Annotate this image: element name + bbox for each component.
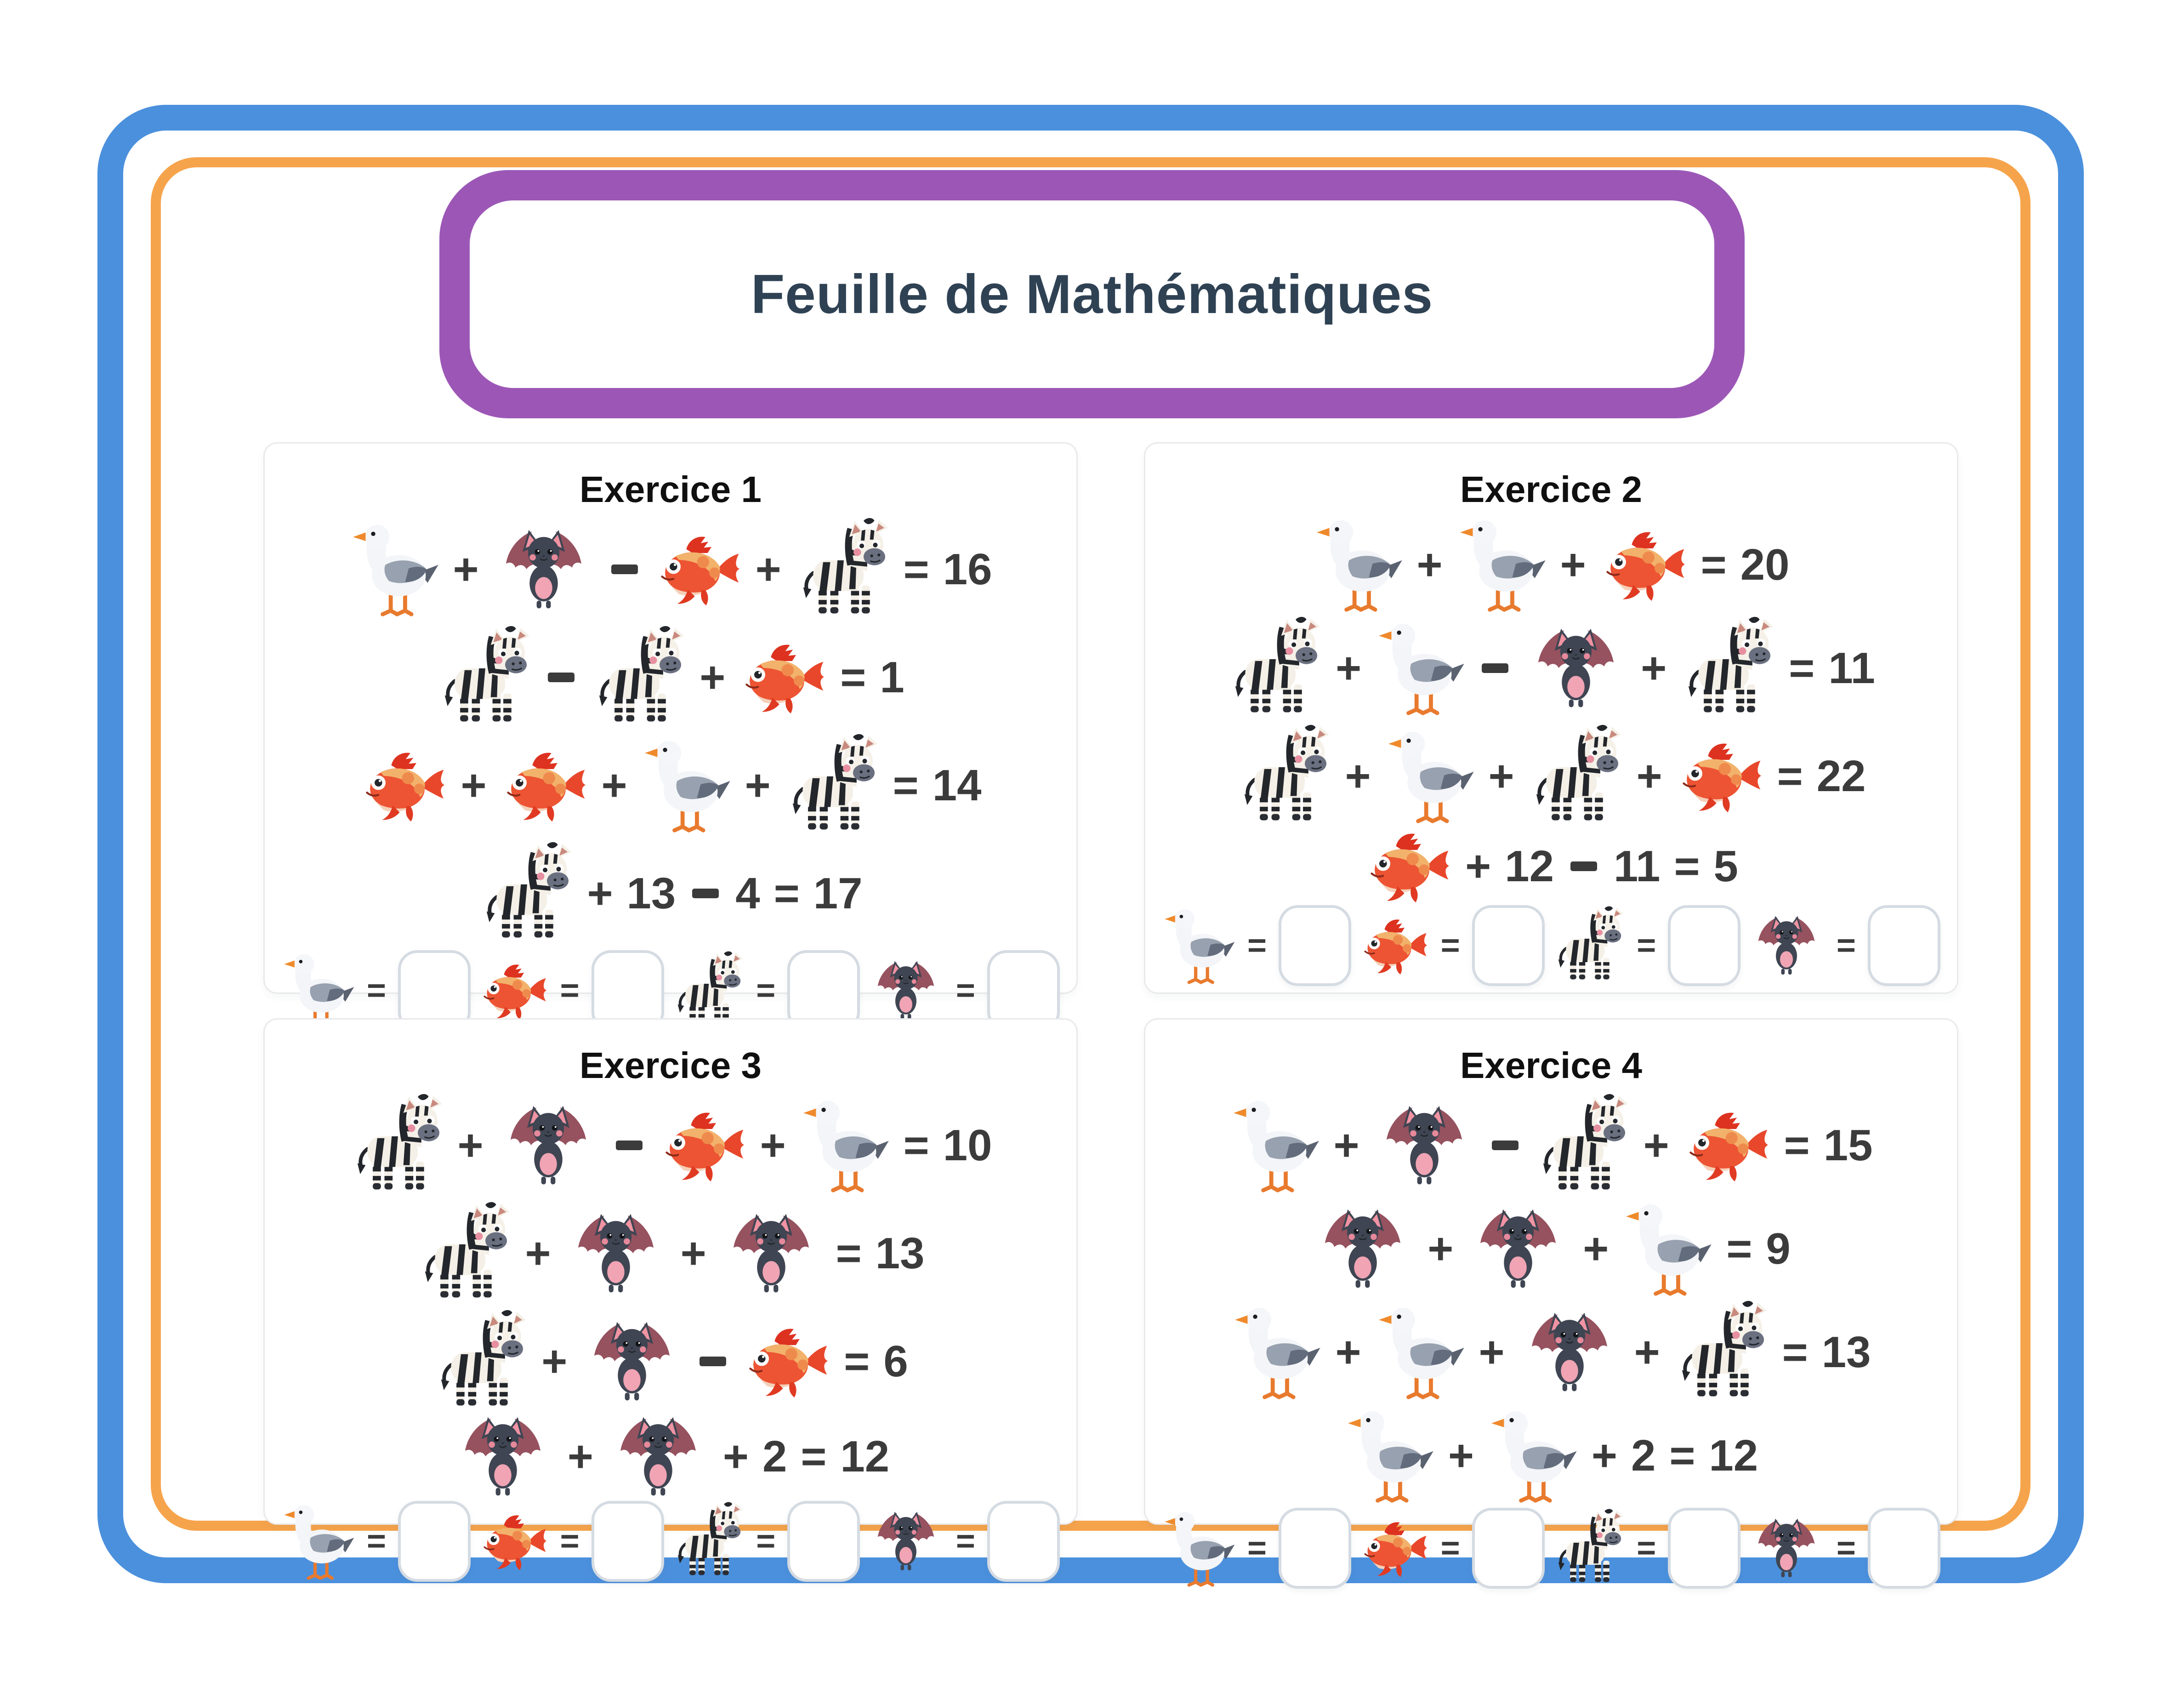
zebra-icon [1535,1091,1630,1199]
seagull-icon [1385,727,1475,826]
zebra-icon [1552,1507,1625,1590]
equals-sign: = [956,972,975,1009]
seagull-icon [641,736,731,835]
title-banner [439,170,1745,418]
answer-group [1359,905,1545,986]
title-banner-inner [470,200,1714,388]
equals-sign: = [956,1523,975,1560]
operator: + [1643,1120,1669,1170]
zebra-icon [437,623,531,731]
operator: + [525,1228,551,1278]
operator: + [760,1120,786,1170]
bat-icon [868,960,944,1021]
seagull-icon [1230,1096,1320,1195]
number: 13 [1821,1327,1871,1377]
seagull-icon [1344,1406,1434,1505]
number: 2 [762,1432,787,1481]
equals-sign: = [1836,1530,1856,1567]
operator: + [1465,841,1491,891]
bat-icon [1748,1517,1825,1579]
fish-icon [659,1109,746,1181]
bat-icon [1519,1311,1621,1394]
bat-icon [1748,915,1825,976]
bat-icon [720,1212,822,1295]
equals-sign: = [560,1523,580,1560]
operator: = [1726,1224,1752,1273]
operator: = [1784,1120,1810,1170]
zebra-icon [433,1307,528,1415]
fish-icon [478,1512,548,1570]
operator: + [1428,1224,1454,1273]
equals-sign: = [1836,927,1856,964]
operator: = [844,1336,870,1386]
zebra-icon [1552,904,1625,987]
zebra-icon [1674,1298,1769,1406]
equals-sign: = [1247,927,1267,964]
bat-icon [565,1212,667,1295]
number: 20 [1740,540,1790,589]
minus-operator [1492,1141,1519,1150]
number: 22 [1816,751,1866,801]
operator: + [755,544,781,594]
operator: = [903,544,929,594]
fish-icon [1683,1109,1770,1181]
exercise-card [263,442,1078,1009]
operator: + [1448,1431,1474,1480]
fish-icon [1359,1519,1429,1577]
operator: = [903,1120,929,1170]
fish-icon [743,1325,830,1397]
equals-sign: = [1637,1530,1656,1567]
operator: = [836,1228,862,1278]
seagull-icon [349,520,439,619]
number: 15 [1823,1120,1873,1170]
operator: + [1560,540,1586,589]
operator: + [1634,1327,1660,1377]
seagull-icon [1488,1406,1578,1505]
answer-group [1162,905,1351,986]
exercise-title: Exercice 1 [580,469,762,510]
minus-operator [616,1141,643,1150]
zebra-icon [671,1500,744,1583]
operator: + [1583,1224,1609,1273]
zebra-icon [591,623,686,731]
number: 5 [1713,841,1738,891]
number: 9 [1766,1224,1791,1273]
operator: = [801,1432,827,1481]
equation-row [359,731,981,839]
seagull-icon [1313,515,1403,614]
answer-group [1748,1508,1940,1589]
answer-group [1162,1508,1351,1589]
answer-row [1161,904,1941,987]
number: 11 [1613,841,1661,891]
answer-input[interactable] [987,1501,1060,1582]
operator: + [453,544,479,594]
equals-sign: = [1440,1530,1460,1567]
answer-group [478,1501,664,1582]
equation-row [437,623,904,731]
equation-row [417,1199,925,1307]
equals-sign: = [1440,927,1460,964]
equation-row [1231,1298,1871,1406]
answer-input[interactable] [787,1501,860,1582]
equals-sign: = [756,1523,776,1560]
number: 13 [626,868,676,918]
bat-icon [607,1415,709,1498]
fish-icon [1676,740,1763,812]
equals-sign: = [1637,927,1656,964]
answer-input[interactable] [1868,1508,1940,1589]
seagull-icon [1375,1303,1465,1402]
number: 4 [735,868,760,918]
number: 12 [840,1432,890,1481]
operator: + [1641,643,1667,693]
answer-row [280,1500,1061,1583]
bat-icon [493,528,595,611]
seagull-icon [1375,619,1465,718]
zebra-icon [795,515,890,623]
answer-input[interactable] [1279,1508,1351,1589]
answer-input[interactable] [1472,905,1545,986]
operator: + [601,760,627,810]
minus-operator [1482,663,1508,673]
operator: + [1333,1120,1359,1170]
number: 10 [943,1120,992,1170]
operator: = [1674,841,1700,891]
bat-icon [1525,627,1627,710]
operator: + [1636,751,1662,801]
minus-operator [548,673,574,682]
zebra-icon [349,1091,444,1199]
operator: + [680,1228,706,1278]
fish-icon [1600,529,1687,601]
operator: + [587,868,613,918]
operator: + [1416,540,1443,589]
equation-row [1230,1091,1873,1199]
number: 6 [883,1336,908,1386]
equation-row [349,515,992,623]
minus-operator [611,565,638,574]
zebra-icon [1227,614,1322,722]
bat-icon [1467,1208,1569,1290]
number: 13 [875,1228,925,1278]
operator: = [1777,751,1803,801]
bat-icon [1312,1208,1414,1290]
answer-input[interactable] [398,1501,471,1582]
fish-icon [1364,830,1451,902]
equation-row [1227,614,1875,722]
page-title: Feuille de Mathématiques [751,263,1433,325]
seagull-icon [281,1501,355,1582]
number: 17 [813,868,863,918]
seagull-icon [1456,515,1547,614]
operator: + [700,652,726,702]
fish-icon [359,749,447,821]
fish-icon [654,533,742,605]
answer-input[interactable] [1668,1508,1740,1589]
answer-group [281,1501,471,1582]
equation-row [1313,515,1790,614]
equation-row [1344,1406,1758,1505]
operator: = [1701,540,1727,589]
equation-row [1312,1199,1791,1298]
operator: = [893,760,919,810]
seagull-icon [1162,1508,1235,1589]
exercise-title: Exercice 2 [1460,469,1642,510]
answer-input[interactable] [1868,905,1940,986]
operator: + [1479,1327,1505,1377]
number: 1 [880,652,904,702]
fish-icon [1359,917,1429,975]
number: 12 [1709,1431,1758,1480]
operator: + [457,1120,483,1170]
equation-row [433,1307,908,1415]
equals-sign: = [560,972,580,1009]
zebra-icon [1236,722,1331,830]
zebra-icon [1680,614,1775,722]
equals-sign: = [1247,1530,1267,1567]
answer-group [1552,1507,1740,1590]
zebra-icon [1528,722,1623,830]
operator: + [541,1336,568,1386]
operator: + [1335,1327,1361,1377]
operator: = [1669,1431,1695,1480]
operator: + [722,1432,749,1481]
exercise-card [263,1018,1078,1560]
equation-row [1236,722,1866,830]
operator: + [461,760,487,810]
minus-operator [700,1357,726,1366]
number: 16 [943,544,992,594]
operator: + [1591,1431,1617,1480]
operator: = [1782,1327,1808,1377]
number: 11 [1828,643,1875,693]
answer-group [671,1500,860,1583]
seagull-icon [1162,905,1235,986]
number: 12 [1505,841,1554,891]
answer-input[interactable] [1472,1508,1545,1589]
bat-icon [581,1320,683,1403]
answer-group [1552,904,1740,987]
number: 14 [932,760,982,810]
answer-input[interactable] [592,1501,664,1582]
zebra-icon [478,839,573,947]
number: 2 [1631,1431,1656,1480]
answer-input[interactable] [1279,905,1351,986]
operator: + [1336,643,1362,693]
equals-sign: = [756,972,776,1009]
fish-icon [739,641,826,713]
operator: + [745,760,771,810]
bat-icon [1373,1104,1475,1187]
equals-sign: = [367,1523,387,1560]
equation-row [452,1415,889,1498]
equation-row [478,839,862,947]
fish-icon [478,962,548,1020]
exercise-title: Exercice 3 [580,1045,762,1086]
bat-icon [452,1415,554,1498]
zebra-icon [417,1199,512,1307]
exercise-card [1144,442,1958,994]
answer-input[interactable] [1668,905,1740,986]
operator: = [774,868,800,918]
operator: + [1345,751,1371,801]
seagull-icon [1231,1303,1321,1402]
zebra-icon [785,731,879,839]
seagull-icon [800,1096,890,1195]
answer-group [868,1501,1060,1582]
bat-icon [868,1511,944,1572]
exercise-grid [263,442,1958,1567]
exercise-card [1144,1018,1958,1567]
equation-row [1364,830,1738,902]
exercise-title: Exercice 4 [1460,1045,1642,1086]
operator: = [1789,643,1815,693]
answer-row [1161,1507,1941,1590]
operator: + [1488,751,1514,801]
answer-group [1359,1508,1545,1589]
seagull-icon [1622,1199,1712,1298]
equation-row [349,1091,992,1199]
operator: = [840,652,866,702]
operator: + [567,1432,593,1481]
minus-operator [1570,861,1597,871]
minus-operator [692,889,719,898]
bat-icon [497,1104,599,1187]
fish-icon [500,749,588,821]
answer-group [1748,905,1940,986]
equals-sign: = [367,972,387,1009]
